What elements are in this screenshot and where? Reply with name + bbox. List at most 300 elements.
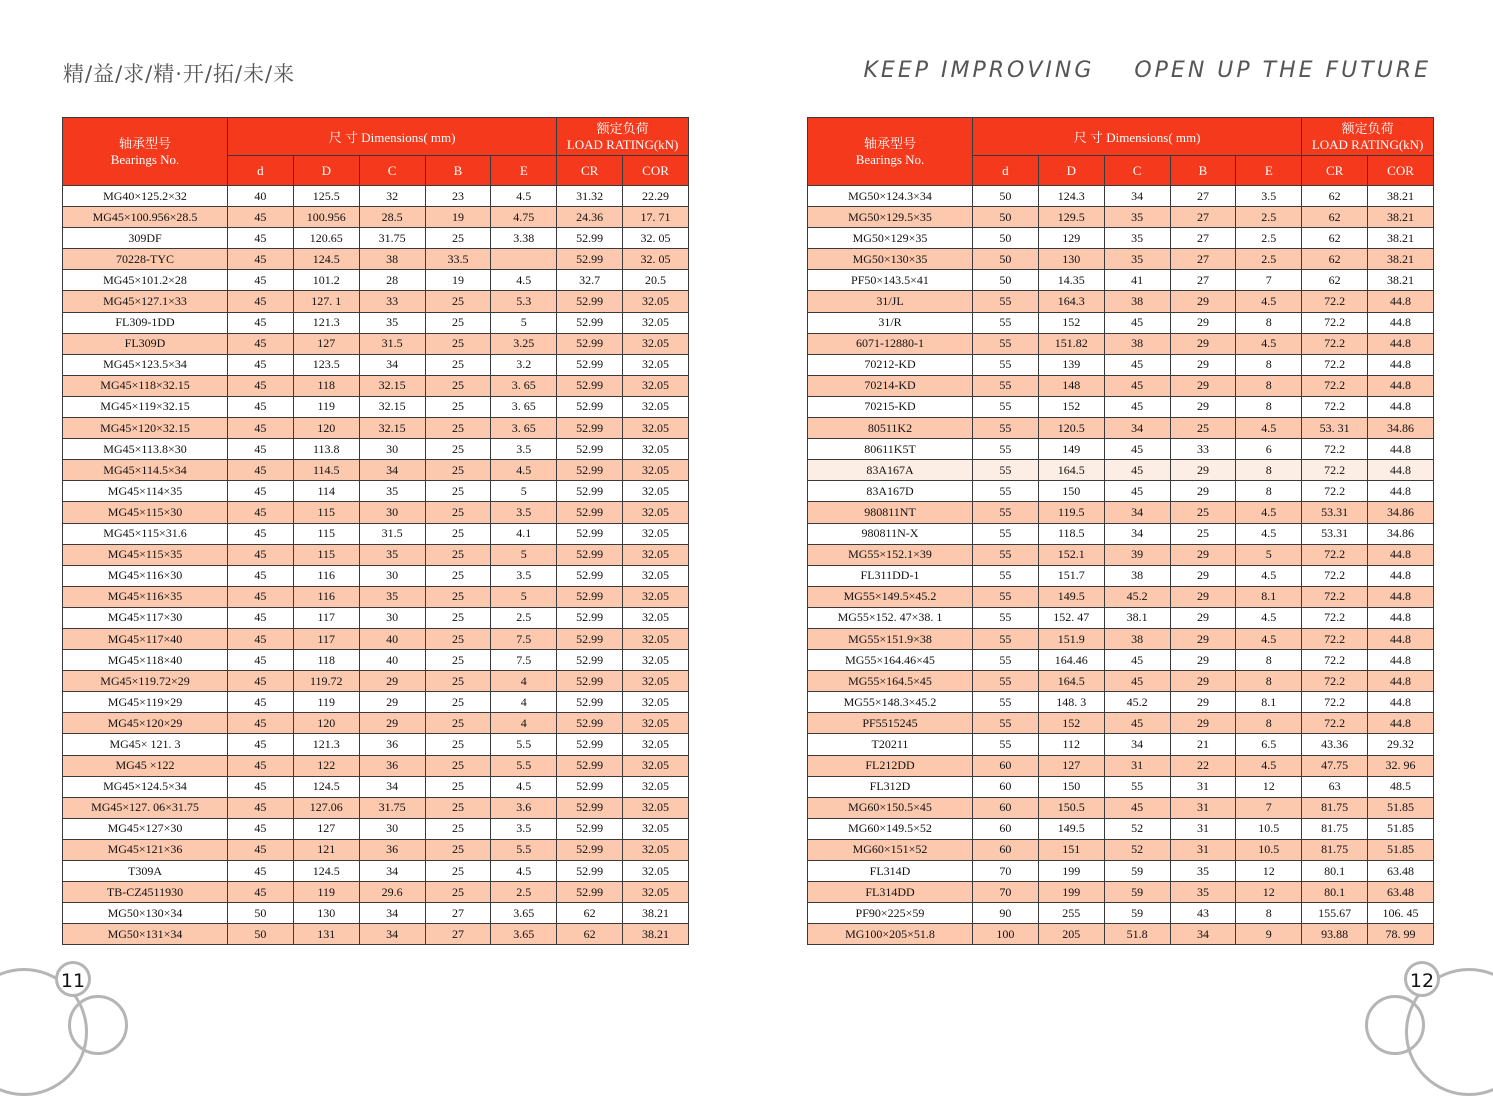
cell-D: 150 [1038, 776, 1104, 797]
cell-E: 8 [1236, 650, 1302, 671]
cell-B: 27 [1170, 249, 1236, 270]
cell-CR: 72.2 [1302, 439, 1368, 460]
cell-C: 34 [1104, 186, 1170, 207]
cell-E: 8 [1236, 671, 1302, 692]
table-row [63, 861, 689, 882]
cell-CR: 63 [1302, 776, 1368, 797]
col-C: C [359, 156, 425, 186]
cell-B: 25 [425, 818, 491, 839]
cell-B: 25 [425, 375, 491, 396]
cell-B: 25 [425, 586, 491, 607]
bearing-no-header-en: Bearings No. [855, 151, 925, 167]
cell-C: 38 [1104, 565, 1170, 586]
cell-D: 119.5 [1038, 502, 1104, 523]
cell-C: 36 [359, 755, 425, 776]
cell-E: 4 [491, 713, 557, 734]
table-row [808, 460, 1434, 481]
cell-E: 12 [1236, 861, 1302, 882]
col-COR: COR [1368, 156, 1434, 186]
cell-E: 3.6 [491, 797, 557, 818]
cell-B: 21 [1170, 734, 1236, 755]
cell-B: 25 [425, 396, 491, 417]
cell-bearing-no: FL314DD [808, 882, 973, 903]
cell-B: 35 [1170, 861, 1236, 882]
cell-COR: 29.32 [1368, 734, 1434, 755]
table-row [63, 544, 689, 565]
cell-d: 50 [228, 903, 294, 924]
cell-D: 120.65 [293, 228, 359, 249]
table-row [808, 439, 1434, 460]
cell-d: 55 [973, 333, 1039, 354]
cell-COR: 32.05 [623, 418, 689, 439]
cell-CR: 62 [1302, 186, 1368, 207]
cell-d: 55 [973, 502, 1039, 523]
cell-D: 148. 3 [1038, 692, 1104, 713]
cell-bearing-no: FL309-1DD [63, 312, 228, 333]
cell-D: 121.3 [293, 734, 359, 755]
cell-C: 31.5 [359, 333, 425, 354]
col-d: d [228, 156, 294, 186]
cell-C: 31.5 [359, 523, 425, 544]
col-E: E [491, 156, 557, 186]
cell-bearing-no: MG45×127. 06×31.75 [63, 797, 228, 818]
cell-D: 127. 1 [293, 291, 359, 312]
col-d: d [973, 156, 1039, 186]
cell-D: 150.5 [1038, 797, 1104, 818]
cell-CR: 52.99 [557, 861, 623, 882]
cell-C: 34 [359, 354, 425, 375]
cell-B: 25 [425, 628, 491, 649]
cell-d: 55 [973, 607, 1039, 628]
cell-C: 35 [1104, 228, 1170, 249]
cell-E: 4 [491, 692, 557, 713]
cell-CR: 52.99 [557, 607, 623, 628]
cell-COR: 32.05 [623, 692, 689, 713]
cell-C: 45 [1104, 797, 1170, 818]
cell-B: 34 [1170, 924, 1236, 945]
cell-C: 55 [1104, 776, 1170, 797]
cell-D: 121.3 [293, 312, 359, 333]
cell-CR: 52.99 [557, 565, 623, 586]
cell-COR: 32. 96 [1368, 755, 1434, 776]
cell-COR: 44.8 [1368, 692, 1434, 713]
cell-d: 40 [228, 186, 294, 207]
cell-B: 25 [425, 734, 491, 755]
cell-D: 130 [1038, 249, 1104, 270]
cell-C: 38 [359, 249, 425, 270]
cell-D: 130 [293, 903, 359, 924]
cell-bearing-no: 70228-TYC [63, 249, 228, 270]
cell-B: 29 [1170, 671, 1236, 692]
cell-B: 43 [1170, 903, 1236, 924]
cell-E: 8 [1236, 396, 1302, 417]
cell-C: 34 [1104, 502, 1170, 523]
cell-D: 115 [293, 544, 359, 565]
cell-d: 45 [228, 839, 294, 860]
cell-C: 35 [1104, 249, 1170, 270]
cell-B: 22 [1170, 755, 1236, 776]
cell-d: 45 [228, 586, 294, 607]
table-row [63, 713, 689, 734]
cell-bearing-no: MG55×164.46×45 [808, 650, 973, 671]
cell-COR: 32.05 [623, 734, 689, 755]
cell-d: 45 [228, 818, 294, 839]
cell-D: 116 [293, 586, 359, 607]
cell-B: 29 [1170, 650, 1236, 671]
cell-CR: 52.99 [557, 544, 623, 565]
cell-E: 4.5 [491, 186, 557, 207]
cell-C: 45 [1104, 312, 1170, 333]
cell-CR: 31.32 [557, 186, 623, 207]
cell-D: 113.8 [293, 439, 359, 460]
cell-CR: 81.75 [1302, 818, 1368, 839]
cell-CR: 81.75 [1302, 797, 1368, 818]
cell-B: 31 [1170, 797, 1236, 818]
cell-bearing-no: MG45×120×29 [63, 713, 228, 734]
cell-bearing-no: MG45×119×29 [63, 692, 228, 713]
cell-COR: 32.05 [623, 523, 689, 544]
cell-COR: 44.8 [1368, 586, 1434, 607]
cell-COR: 32.05 [623, 354, 689, 375]
cell-d: 90 [973, 903, 1039, 924]
cell-D: 119 [293, 882, 359, 903]
cell-E: 2.5 [1236, 249, 1302, 270]
table-row [808, 734, 1434, 755]
cell-CR: 52.99 [557, 439, 623, 460]
cell-COR: 32.05 [623, 586, 689, 607]
cell-d: 55 [973, 692, 1039, 713]
cell-D: 199 [1038, 882, 1104, 903]
cell-d: 45 [228, 396, 294, 417]
col-B: B [425, 156, 491, 186]
table-row [63, 565, 689, 586]
cell-C: 45.2 [1104, 692, 1170, 713]
cell-CR: 72.2 [1302, 671, 1368, 692]
cell-d: 55 [973, 354, 1039, 375]
table-row [63, 396, 689, 417]
cell-E: 12 [1236, 776, 1302, 797]
cell-C: 29 [359, 713, 425, 734]
cell-C: 31.75 [359, 797, 425, 818]
cell-d: 45 [228, 270, 294, 291]
cell-B: 19 [425, 207, 491, 228]
cell-bearing-no: MG100×205×51.8 [808, 924, 973, 945]
cell-CR: 72.2 [1302, 396, 1368, 417]
cell-bearing-no: MG50×130×34 [63, 903, 228, 924]
cell-D: 164.5 [1038, 671, 1104, 692]
cell-D: 148 [1038, 375, 1104, 396]
cell-COR: 44.8 [1368, 628, 1434, 649]
cell-COR: 63.48 [1368, 882, 1434, 903]
cell-C: 31.75 [359, 228, 425, 249]
cell-D: 120 [293, 713, 359, 734]
cell-E: 9 [1236, 924, 1302, 945]
cell-C: 29 [359, 671, 425, 692]
cell-COR: 32.05 [623, 333, 689, 354]
cell-D: 117 [293, 628, 359, 649]
cell-C: 33 [359, 291, 425, 312]
table-row [808, 755, 1434, 776]
cell-C: 45 [1104, 396, 1170, 417]
cell-E: 8 [1236, 460, 1302, 481]
cell-d: 45 [228, 692, 294, 713]
cell-CR: 52.99 [557, 650, 623, 671]
table-row [63, 481, 689, 502]
cell-D: 118 [293, 650, 359, 671]
cell-C: 38 [1104, 291, 1170, 312]
col-D: D [1038, 156, 1104, 186]
cell-E: 3.2 [491, 354, 557, 375]
table-row [63, 818, 689, 839]
cell-B: 25 [1170, 502, 1236, 523]
table-row [808, 228, 1434, 249]
cell-d: 100 [973, 924, 1039, 945]
cell-bearing-no: MG45×114×35 [63, 481, 228, 502]
left-table-body [63, 186, 689, 945]
cell-COR: 44.8 [1368, 333, 1434, 354]
cell-COR: 32.05 [623, 650, 689, 671]
table-row [808, 713, 1434, 734]
cell-D: 119.72 [293, 671, 359, 692]
cell-bearing-no: 70215-KD [808, 396, 973, 417]
table-row [63, 418, 689, 439]
cell-E: 5.5 [491, 755, 557, 776]
cell-d: 55 [973, 650, 1039, 671]
cell-D: 122 [293, 755, 359, 776]
cell-d: 45 [228, 228, 294, 249]
cell-COR: 22.29 [623, 186, 689, 207]
cell-E: 4.5 [491, 270, 557, 291]
cell-COR: 63.48 [1368, 861, 1434, 882]
cell-E: 5 [491, 481, 557, 502]
cell-CR: 72.2 [1302, 291, 1368, 312]
cell-E: 3.5 [1236, 186, 1302, 207]
cell-d: 45 [228, 776, 294, 797]
cell-B: 33.5 [425, 249, 491, 270]
cell-d: 55 [973, 396, 1039, 417]
cell-COR: 32.05 [623, 776, 689, 797]
cell-D: 164.46 [1038, 650, 1104, 671]
bearing-no-header-en: Bearings No. [110, 151, 180, 167]
cell-C: 59 [1104, 882, 1170, 903]
cell-E: 7 [1236, 270, 1302, 291]
cell-D: 14.35 [1038, 270, 1104, 291]
cell-C: 38 [1104, 333, 1170, 354]
cell-CR: 32.7 [557, 270, 623, 291]
cell-CR: 72.2 [1302, 481, 1368, 502]
cell-COR: 32.05 [623, 882, 689, 903]
cell-C: 45 [1104, 439, 1170, 460]
cell-D: 164.3 [1038, 291, 1104, 312]
cell-d: 55 [973, 460, 1039, 481]
cell-C: 45 [1104, 713, 1170, 734]
cell-E: 3.5 [491, 818, 557, 839]
cell-B: 27 [1170, 186, 1236, 207]
cell-B: 31 [1170, 839, 1236, 860]
cell-d: 60 [973, 797, 1039, 818]
table-row [808, 650, 1434, 671]
cell-d: 55 [973, 565, 1039, 586]
cell-B: 29 [1170, 375, 1236, 396]
slogan-english: KEEP IMPROVING OPEN UP THE FUTURE [863, 58, 1431, 83]
cell-C: 52 [1104, 839, 1170, 860]
cell-COR: 34.86 [1368, 523, 1434, 544]
cell-B: 25 [425, 650, 491, 671]
cell-COR: 44.8 [1368, 291, 1434, 312]
cell-d: 60 [973, 755, 1039, 776]
bearing-no-header-cn: 轴承型号 [863, 135, 916, 151]
cell-D: 120 [293, 418, 359, 439]
table-row [808, 333, 1434, 354]
cell-B: 25 [425, 460, 491, 481]
table-row [63, 755, 689, 776]
cell-d: 50 [973, 270, 1039, 291]
col-COR: COR [623, 156, 689, 186]
cell-bearing-no: MG45×118×40 [63, 650, 228, 671]
cell-CR: 62 [557, 903, 623, 924]
cell-CR: 52.99 [557, 375, 623, 396]
cell-CR: 72.2 [1302, 650, 1368, 671]
table-row [63, 228, 689, 249]
col-E: E [1236, 156, 1302, 186]
cell-C: 30 [359, 818, 425, 839]
cell-d: 45 [228, 312, 294, 333]
cell-C: 59 [1104, 903, 1170, 924]
cell-bearing-no: MG45×117×30 [63, 607, 228, 628]
cell-C: 35 [359, 586, 425, 607]
col-C: C [1104, 156, 1170, 186]
cell-B: 25 [425, 291, 491, 312]
cell-COR: 38.21 [1368, 207, 1434, 228]
cell-E: 4.5 [1236, 565, 1302, 586]
table-row [808, 818, 1434, 839]
cell-bearing-no: MG45×119×32.15 [63, 396, 228, 417]
cell-d: 45 [228, 439, 294, 460]
cell-bearing-no: 31/JL [808, 291, 973, 312]
cell-COR: 44.8 [1368, 713, 1434, 734]
cell-B: 25 [1170, 418, 1236, 439]
cell-B: 29 [1170, 628, 1236, 649]
cell-CR: 80.1 [1302, 861, 1368, 882]
cell-D: 127 [293, 333, 359, 354]
cell-D: 115 [293, 523, 359, 544]
cell-COR: 44.8 [1368, 650, 1434, 671]
cell-D: 139 [1038, 354, 1104, 375]
cell-COR: 44.8 [1368, 354, 1434, 375]
cell-C: 35 [359, 312, 425, 333]
cell-B: 23 [425, 186, 491, 207]
cell-d: 50 [973, 186, 1039, 207]
cell-D: 119 [293, 396, 359, 417]
cell-B: 29 [1170, 354, 1236, 375]
cell-d: 55 [973, 375, 1039, 396]
table-row [808, 481, 1434, 502]
cell-D: 151.82 [1038, 333, 1104, 354]
cell-D: 101.2 [293, 270, 359, 291]
cell-C: 32.15 [359, 375, 425, 396]
cell-bearing-no: MG45×116×30 [63, 565, 228, 586]
cell-COR: 38.21 [623, 903, 689, 924]
cell-D: 127 [1038, 755, 1104, 776]
page-number-right: 12 [1404, 961, 1440, 997]
cell-bearing-no: MG55×152.1×39 [808, 544, 973, 565]
table-row [808, 882, 1434, 903]
cell-C: 35 [1104, 207, 1170, 228]
table-row [808, 186, 1434, 207]
dimensions-header: 尺 寸 Dimensions( mm) [228, 118, 557, 156]
cell-bearing-no: MG55×148.3×45.2 [808, 692, 973, 713]
cell-C: 45 [1104, 354, 1170, 375]
cell-E: 3.5 [491, 439, 557, 460]
cell-COR: 32.05 [623, 291, 689, 312]
cell-COR: 44.8 [1368, 375, 1434, 396]
cell-C: 32.15 [359, 418, 425, 439]
cell-CR: 52.99 [557, 628, 623, 649]
table-row [808, 607, 1434, 628]
cell-E: 4.5 [1236, 291, 1302, 312]
cell-CR: 52.99 [557, 291, 623, 312]
cell-bearing-no: MG45×120×32.15 [63, 418, 228, 439]
cell-C: 35 [359, 544, 425, 565]
cell-d: 45 [228, 523, 294, 544]
cell-d: 55 [973, 734, 1039, 755]
cell-bearing-no: MG45×118×32.15 [63, 375, 228, 396]
cell-CR: 52.99 [557, 734, 623, 755]
bearing-no-header-cn: 轴承型号 [118, 135, 171, 151]
cell-E: 3.65 [491, 924, 557, 945]
cell-COR: 32.05 [623, 312, 689, 333]
cell-bearing-no: MG45× 121. 3 [63, 734, 228, 755]
cell-COR: 44.8 [1368, 544, 1434, 565]
cell-COR: 44.8 [1368, 460, 1434, 481]
cell-E: 4.5 [1236, 502, 1302, 523]
cell-COR: 32.05 [623, 565, 689, 586]
cell-CR: 72.2 [1302, 713, 1368, 734]
cell-CR: 53.31 [1302, 523, 1368, 544]
page-number-left: 11 [55, 961, 91, 997]
cell-CR: 52.99 [557, 228, 623, 249]
cell-D: 124.5 [293, 861, 359, 882]
cell-COR: 32.05 [623, 818, 689, 839]
slogan-chinese: 精/益/求/精·开/拓/未/来 [63, 62, 296, 86]
bearing-no-header [63, 118, 228, 186]
cell-bearing-no: MG50×129×35 [808, 228, 973, 249]
cell-E: 4.5 [491, 861, 557, 882]
cell-E: 7 [1236, 797, 1302, 818]
cell-bearing-no: 980811NT [808, 502, 973, 523]
cell-d: 45 [228, 502, 294, 523]
cell-C: 28.5 [359, 207, 425, 228]
cell-CR: 72.2 [1302, 607, 1368, 628]
cell-CR: 47.75 [1302, 755, 1368, 776]
cell-B: 29 [1170, 544, 1236, 565]
cell-COR: 51.85 [1368, 818, 1434, 839]
cell-d: 55 [973, 671, 1039, 692]
cell-COR: 32. 05 [623, 249, 689, 270]
cell-E: 3.38 [491, 228, 557, 249]
cell-D: 118.5 [1038, 523, 1104, 544]
cell-CR: 52.99 [557, 523, 623, 544]
cell-C: 45 [1104, 375, 1170, 396]
cell-d: 55 [973, 523, 1039, 544]
cell-C: 40 [359, 628, 425, 649]
cell-bearing-no: MG45×117×40 [63, 628, 228, 649]
cell-C: 32 [359, 186, 425, 207]
cell-D: 152.1 [1038, 544, 1104, 565]
cell-E: 5.5 [491, 839, 557, 860]
cell-E: 4.5 [1236, 523, 1302, 544]
table-row [63, 354, 689, 375]
